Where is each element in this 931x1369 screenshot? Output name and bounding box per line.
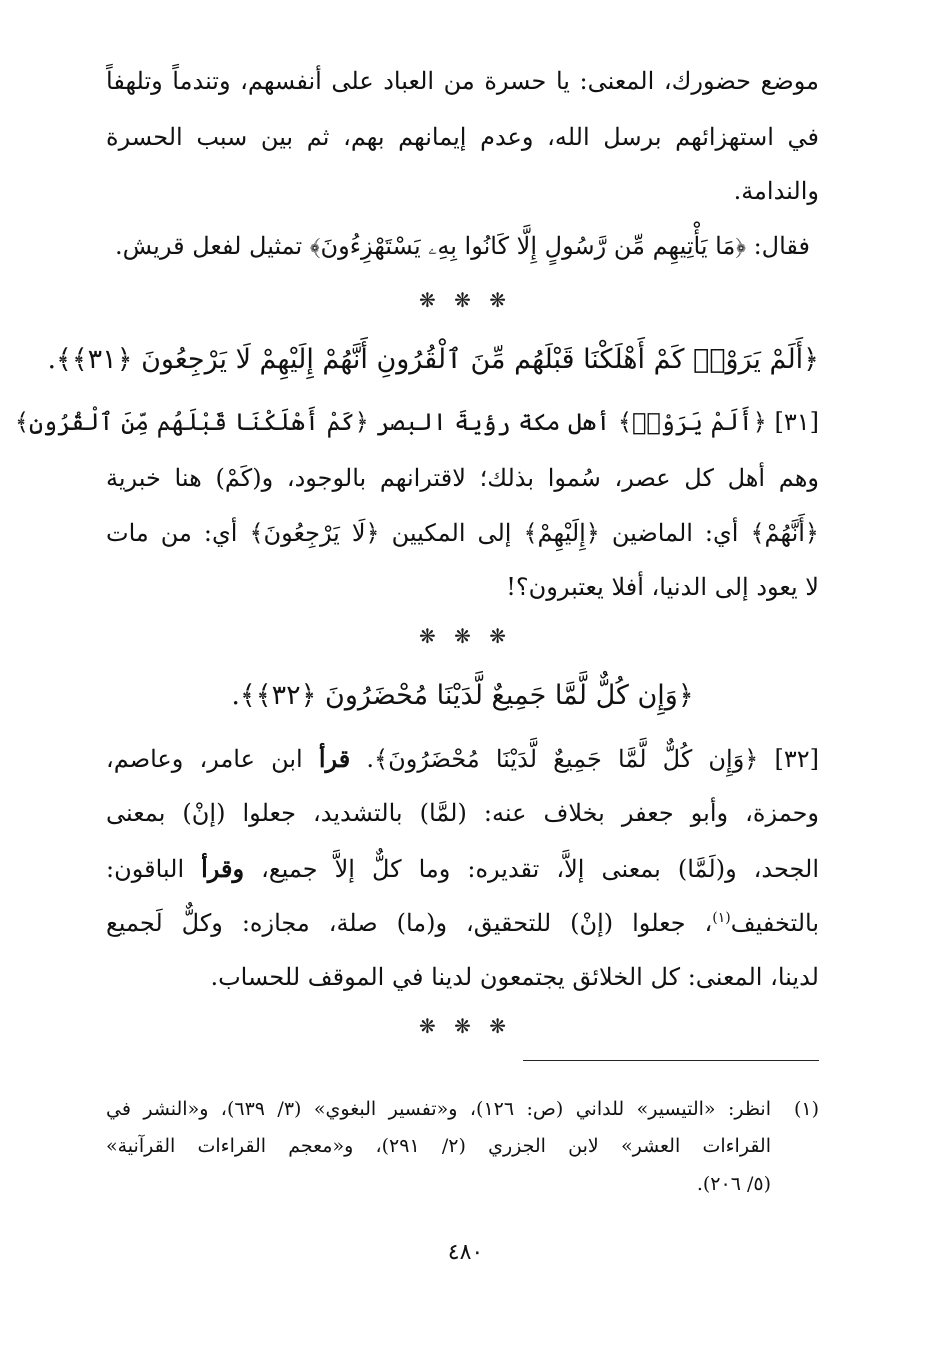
separator-stars-3: ❋ ❋ ❋ <box>419 1014 512 1038</box>
commentary-32-line-4 <box>106 906 819 940</box>
intro-line-1: موضع حضورك، المعنى: يا حسرة من العباد على أنفسهم، وتندماً وتلهفاً <box>106 67 819 95</box>
footnote-ref[interactable]: (١) <box>712 910 731 926</box>
commentary-32-line-1 <box>106 742 819 776</box>
commentary-32-line-4-tail: ، جعلوا (إنْ) للتحقيق، و(ما) صلة، مجازه: وكلٌّ لَجميع <box>106 909 713 937</box>
commentary-31-line-1: [٣١] ﴿أَلَمْ يَرَوْا۟﴾ أهل مكة رؤيةَ البصر ﴿كَمْ أَهْلَكْنَا قَبْلَهُم مِّنَ ٱلْقُرُونِ﴾ <box>14 408 819 436</box>
faqal-line: فقال: ﴿مَا يَأْتِيهِم مِّن رَّسُولٍ إِلَّا كَانُوا بِهِۦ يَسْتَهْزِءُونَ﴾ تمثيل لفعل قريش. <box>114 232 811 260</box>
reading-label-qara: قرأ <box>318 744 351 773</box>
commentary-32-line-1-tail: ابن عامر، وعاصم، <box>106 745 303 773</box>
footnote-line-2: القراءات العشر» لابن الجزري (٢/ ٢٩١)، و«معجم القراءات القرآنية» <box>106 1135 771 1157</box>
verse-32: ﴿وَإِن كُلٌّ لَّمَّا جَمِيعٌ لَّدَيْنَا مُحْضَرُونَ ﴿٣٢﴾﴾. <box>231 680 694 711</box>
page-number: ٤٨٠ <box>447 1240 484 1265</box>
commentary-32-line-1-lead: [٣٢] ﴿وَإِن كُلٌّ لَّمَّا جَمِيعٌ لَّدَيْنَا مُحْضَرُونَ﴾. <box>366 745 820 773</box>
commentary-32-line-3-tail: الباقون: <box>106 855 185 883</box>
separator-stars-1: ❋ ❋ ❋ <box>419 288 512 312</box>
verse-31: ﴿أَلَمْ يَرَوْا۟ كَمْ أَهْلَكْنَا قَبْلَهُم مِّنَ ٱلْقُرُونِ أَنَّهُمْ إِلَيْهِمْ لَا يَرْجِعُونَ ﴿٣١﴾﴾. <box>47 344 819 375</box>
footnote-divider <box>523 1060 819 1061</box>
footnote-line-1: انظر: «التيسير» للداني (ص: ١٢٦)، و«تفسير البغوي» (٣/ ٦٣٩)، و«النشر في <box>106 1098 771 1120</box>
commentary-31-line-2: وهم أهل كل عصر، سُموا بذلك؛ لاقترانهم بالوجود، و(كَمْ) هنا خبرية <box>106 464 819 492</box>
intro-line-3: والندامة. <box>733 177 819 205</box>
reading-label-waqara: وقرأ <box>201 854 245 883</box>
commentary-32-line-4-lead: بالتخفيف <box>730 909 819 937</box>
footnote-line-3: (٥/ ٢٠٦). <box>696 1173 771 1195</box>
commentary-31-line-4: لا يعود إلى الدنيا، أفلا يعتبرون؟! <box>506 573 819 601</box>
footnote-number: (١) <box>793 1098 819 1120</box>
intro-line-2: في استهزائهم برسل الله، وعدم إيمانهم بهم، ثم بين سبب الحسرة <box>106 123 819 151</box>
commentary-32-line-3-lead: الجحد، و(لَمَّا) بمعنى إلاَّ، تقديره: وما كلٌّ إلاَّ جميع، <box>261 855 819 883</box>
commentary-32-line-5: لدينا، المعنى: كل الخلائق يجتمعون لدينا في الموقف للحساب. <box>210 963 819 991</box>
separator-stars-2: ❋ ❋ ❋ <box>419 624 512 648</box>
commentary-31-line-3: ﴿أَنَّهُمْ﴾ أي: الماضين ﴿إِلَيْهِمْ﴾ إلى المكيين ﴿لَا يَرْجِعُونَ﴾ أي: من مات <box>106 519 819 547</box>
commentary-32-line-3 <box>106 852 819 886</box>
commentary-32-line-2: وحمزة، وأبو جعفر بخلاف عنه: (لمَّا) بالتشديد، جعلوا (إنْ) بمعنى <box>106 799 820 827</box>
